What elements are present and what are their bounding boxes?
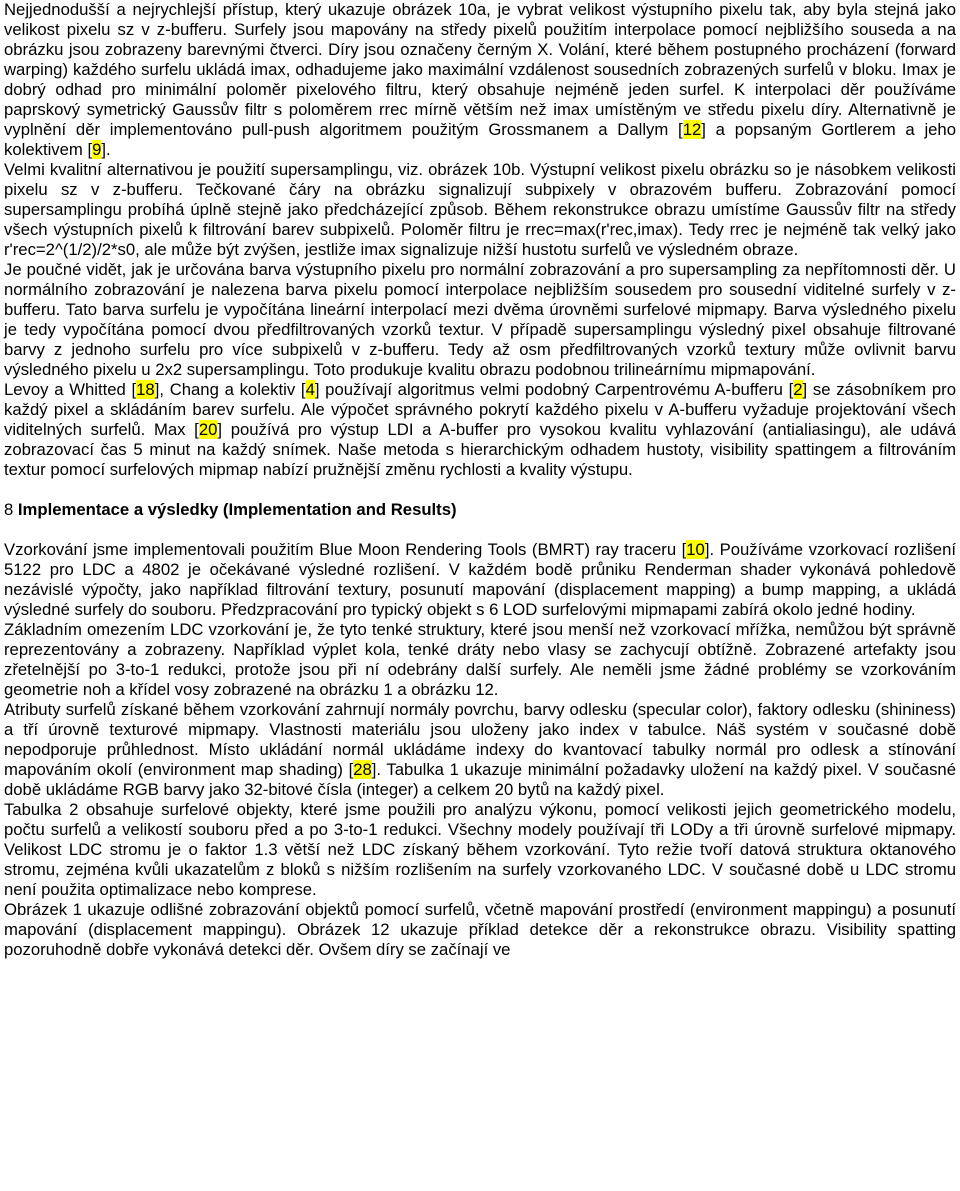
paragraph-hole-filling: Nejjednodušší a nejrychlejší přístup, který ukazuje obrázek 10a, je vybrat velikost výstupního pixelu tak, aby byla stejná jako velikost pixelu sz v z-bufferu. Surfely jsou mapovány na středy pixelů použitím interpolace pomocí nejbližšího souseda a na obrázku jsou zobrazeny barevnými čtverci. Díry jsou označeny černým X. Volání, které během postupného procházení (forward warping) každého surfelu ukládá imax, odhadujeme jako maximální vzdálenost sousedních zobrazených surfelů v bloku. Imax je dobrý odhad pro minimální poloměr pixelového filtru, který obsahuje nejméně jeden surfel. K interpolaci děr používáme paprskový symetrický Gaussův filtr s poloměrem rrec mírně větším než imax umístěným ve středu pixelu díry. Alternativně je vyplnění děr implementováno pull-push algoritmem použitým Grossmanem a Dallym [12] a popsaným Gortlerem a jeho kolektivem [9]. xyxy=(4,0,956,159)
citation-link[interactable]: 4 xyxy=(305,380,315,399)
citation-link[interactable]: 12 xyxy=(682,120,702,139)
paragraph-limitations: Základním omezením LDC vzorkování je, že tyto tenké struktury, které jsou menší než vzorkovací mřížka, nemůžou být správně reprezentovány a zobrazeny. Například výplet kola, tenké dráty nebo vlasy se zachycují obtížně. Zobrazené artefakty jsou zřetelnější po 3-to-1 redukci, protože jsou při ní odebrány další surfely. Ale neměli jsme žádné problémy se vzorkováním geometrie noh a křídel vosy zobrazené na obrázku 1 a obrázku 12. xyxy=(4,620,956,699)
citation-link[interactable]: 2 xyxy=(793,380,803,399)
citation-link[interactable]: 20 xyxy=(198,420,218,439)
paragraph-attributes: Atributy surfelů získané během vzorkování zahrnují normály povrchu, barvy odlesku (specular color), faktory odlesku (shininess) a tří úrovně texturové mipmapy. Vlastnosti materiálu jsou uloženy jako index v tabulce. Náš systém v současné době nepodporuje průhlednost. Místo ukládání normál ukládáme indexy do kvantovací tabulky normál pro odlesk a stínování mapováním okolí (environment map shading) [28]. Tabulka 1 ukazuje minimální požadavky uložení na každý pixel. V současné době ukládáme RGB barvy jako 32-bitové čísla (integer) a celkem 20 bytů na každý pixel. xyxy=(4,700,956,799)
blank-line xyxy=(4,480,956,500)
section-title: Implementace a výsledky (Implementation and Results) xyxy=(17,500,457,519)
citation-link[interactable]: 18 xyxy=(136,380,155,399)
paragraph-figures: Obrázek 1 ukazuje odlišné zobrazování objektů pomocí surfelů, včetně mapování prostředí (environment mappingu) a posunutí mapování (displacement mappingu). Obrázek 12 ukazuje příklad detekce děr a rekonstrukce obrazu. Visibility spatting pozoruhodně dobře vykonává detekci děr. Ovšem díry se začínají ve xyxy=(4,900,956,959)
paragraph-implementation: Vzorkování jsme implementovali použitím Blue Moon Rendering Tools (BMRT) ray traceru [10]. Používáme vzorkovací rozlišení 5122 pro LDC a 4802 je očekávané výsledné rozlišení. V každém bodě průniku Renderman shader vykonává pohledově nezávislé výpočty, jako například filtrování textury, posunutí mapování (displacement mapping) a bump mapping, a ukládá výsledné surfely do souboru. Předzpracování pro typický objekt s 6 LOD surfelovými mipmapami zabírá okolo jedné hodiny. xyxy=(4,540,956,619)
paragraph-table-two: Tabulka 2 obsahuje surfelové objekty, které jsme použili pro analýzu výkonu, pomocí velikosti jejich geometrického modelu, počtu surfelů a velikostí souboru před a po 3-to-1 redukci. Všechny modely používají tři LODy a tři úrovně surfelové mipmapy. Velikost LDC stromu je o faktor 1.3 větší než LDC získaný během vzorkování. Tyto režie tvoří datová struktura oktanového stromu, zejména kvůli ukazatelům z bloků s nižším rozlišením na surfely vzorkovaného LDC. V současné době u LDC stromu není použita optimalizace nebo komprese. xyxy=(4,800,956,899)
section-number: 8 xyxy=(4,500,14,519)
paragraph-supersampling: Velmi kvalitní alternativou je použití supersamplingu, viz. obrázek 10b. Výstupní velikost pixelu obrázku so je násobkem velikosti pixelu sz v z-bufferu. Tečkované čáry na obrázku signalizují subpixely v obrazovém bufferu. Zobrazování pomocí supersamplingu probíhá úplně stejně jako předcházející způsob. Během rekonstrukce obrazu umístíme Gaussův filtr na středy všech výstupních pixelů k filtrování barev subpixelů. Poloměr filtru je rrec=max(r'rec,imax). Tedy rrec je nejméně tak velký jako r'rec=2^(1/2)/2*s0, ale může být zvýšen, jestliže imax signalizuje nižší hustotu surfelů ve výsledném obraze. xyxy=(4,160,956,259)
citation-link[interactable]: 9 xyxy=(92,140,102,159)
blank-line xyxy=(4,520,956,540)
citation-link[interactable]: 10 xyxy=(686,540,705,559)
section-heading xyxy=(4,500,956,520)
citation-link[interactable]: 28 xyxy=(353,760,372,779)
paragraph-pixel-color: Je poučné vidět, jak je určována barva výstupního pixelu pro normální zobrazování a pro supersampling za nepřítomnosti děr. U normálního zobrazování je nalezena barva pixelu pomocí interpolace nejbližším sousedem pro sousední viditelné surfely v z-bufferu. Tato barva surfelu je vypočítána lineární interpolací mezi dvěma úrovněmi surfelové mipmapy. Barva výsledného pixelu je tedy vypočítána pomocí dvou předfiltrovaných vzorků textur. V případě supersamplingu výsledný pixel obsahuje filtrované barvy z jednoho surfelu pro více subpixelů v z-bufferu. Tedy až osm předfiltrovaných vzorků textury může ovlivnit barvu výsledného pixelu u 2x2 supersamplingu. Toto produkuje kvalitu obrazu podobnou trilineárnímu mipmapování. xyxy=(4,260,956,379)
paragraph-related-work: Levoy a Whitted [18], Chang a kolektiv [4] používají algoritmus velmi podobný Carpentrovému A-bufferu [2] se zásobníkem pro každý pixel a skládáním barev surfelu. Ale výpočet správného pokrytí každého pixelu v A-bufferu vyžaduje projektování všech viditelných surfelů. Max [20] používá pro výstup LDI a A-buffer pro vysokou kvalitu vyhlazování (antialiasingu), ale udává zobrazovací čas 5 minut na každý snímek. Naše metoda s hierarchickým odhadem hustoty, visibility spattingem a filtrováním textur pomocí surfelových mipmap nabízí pružnější změnu rychlosti a kvality výstupu. xyxy=(4,380,956,479)
